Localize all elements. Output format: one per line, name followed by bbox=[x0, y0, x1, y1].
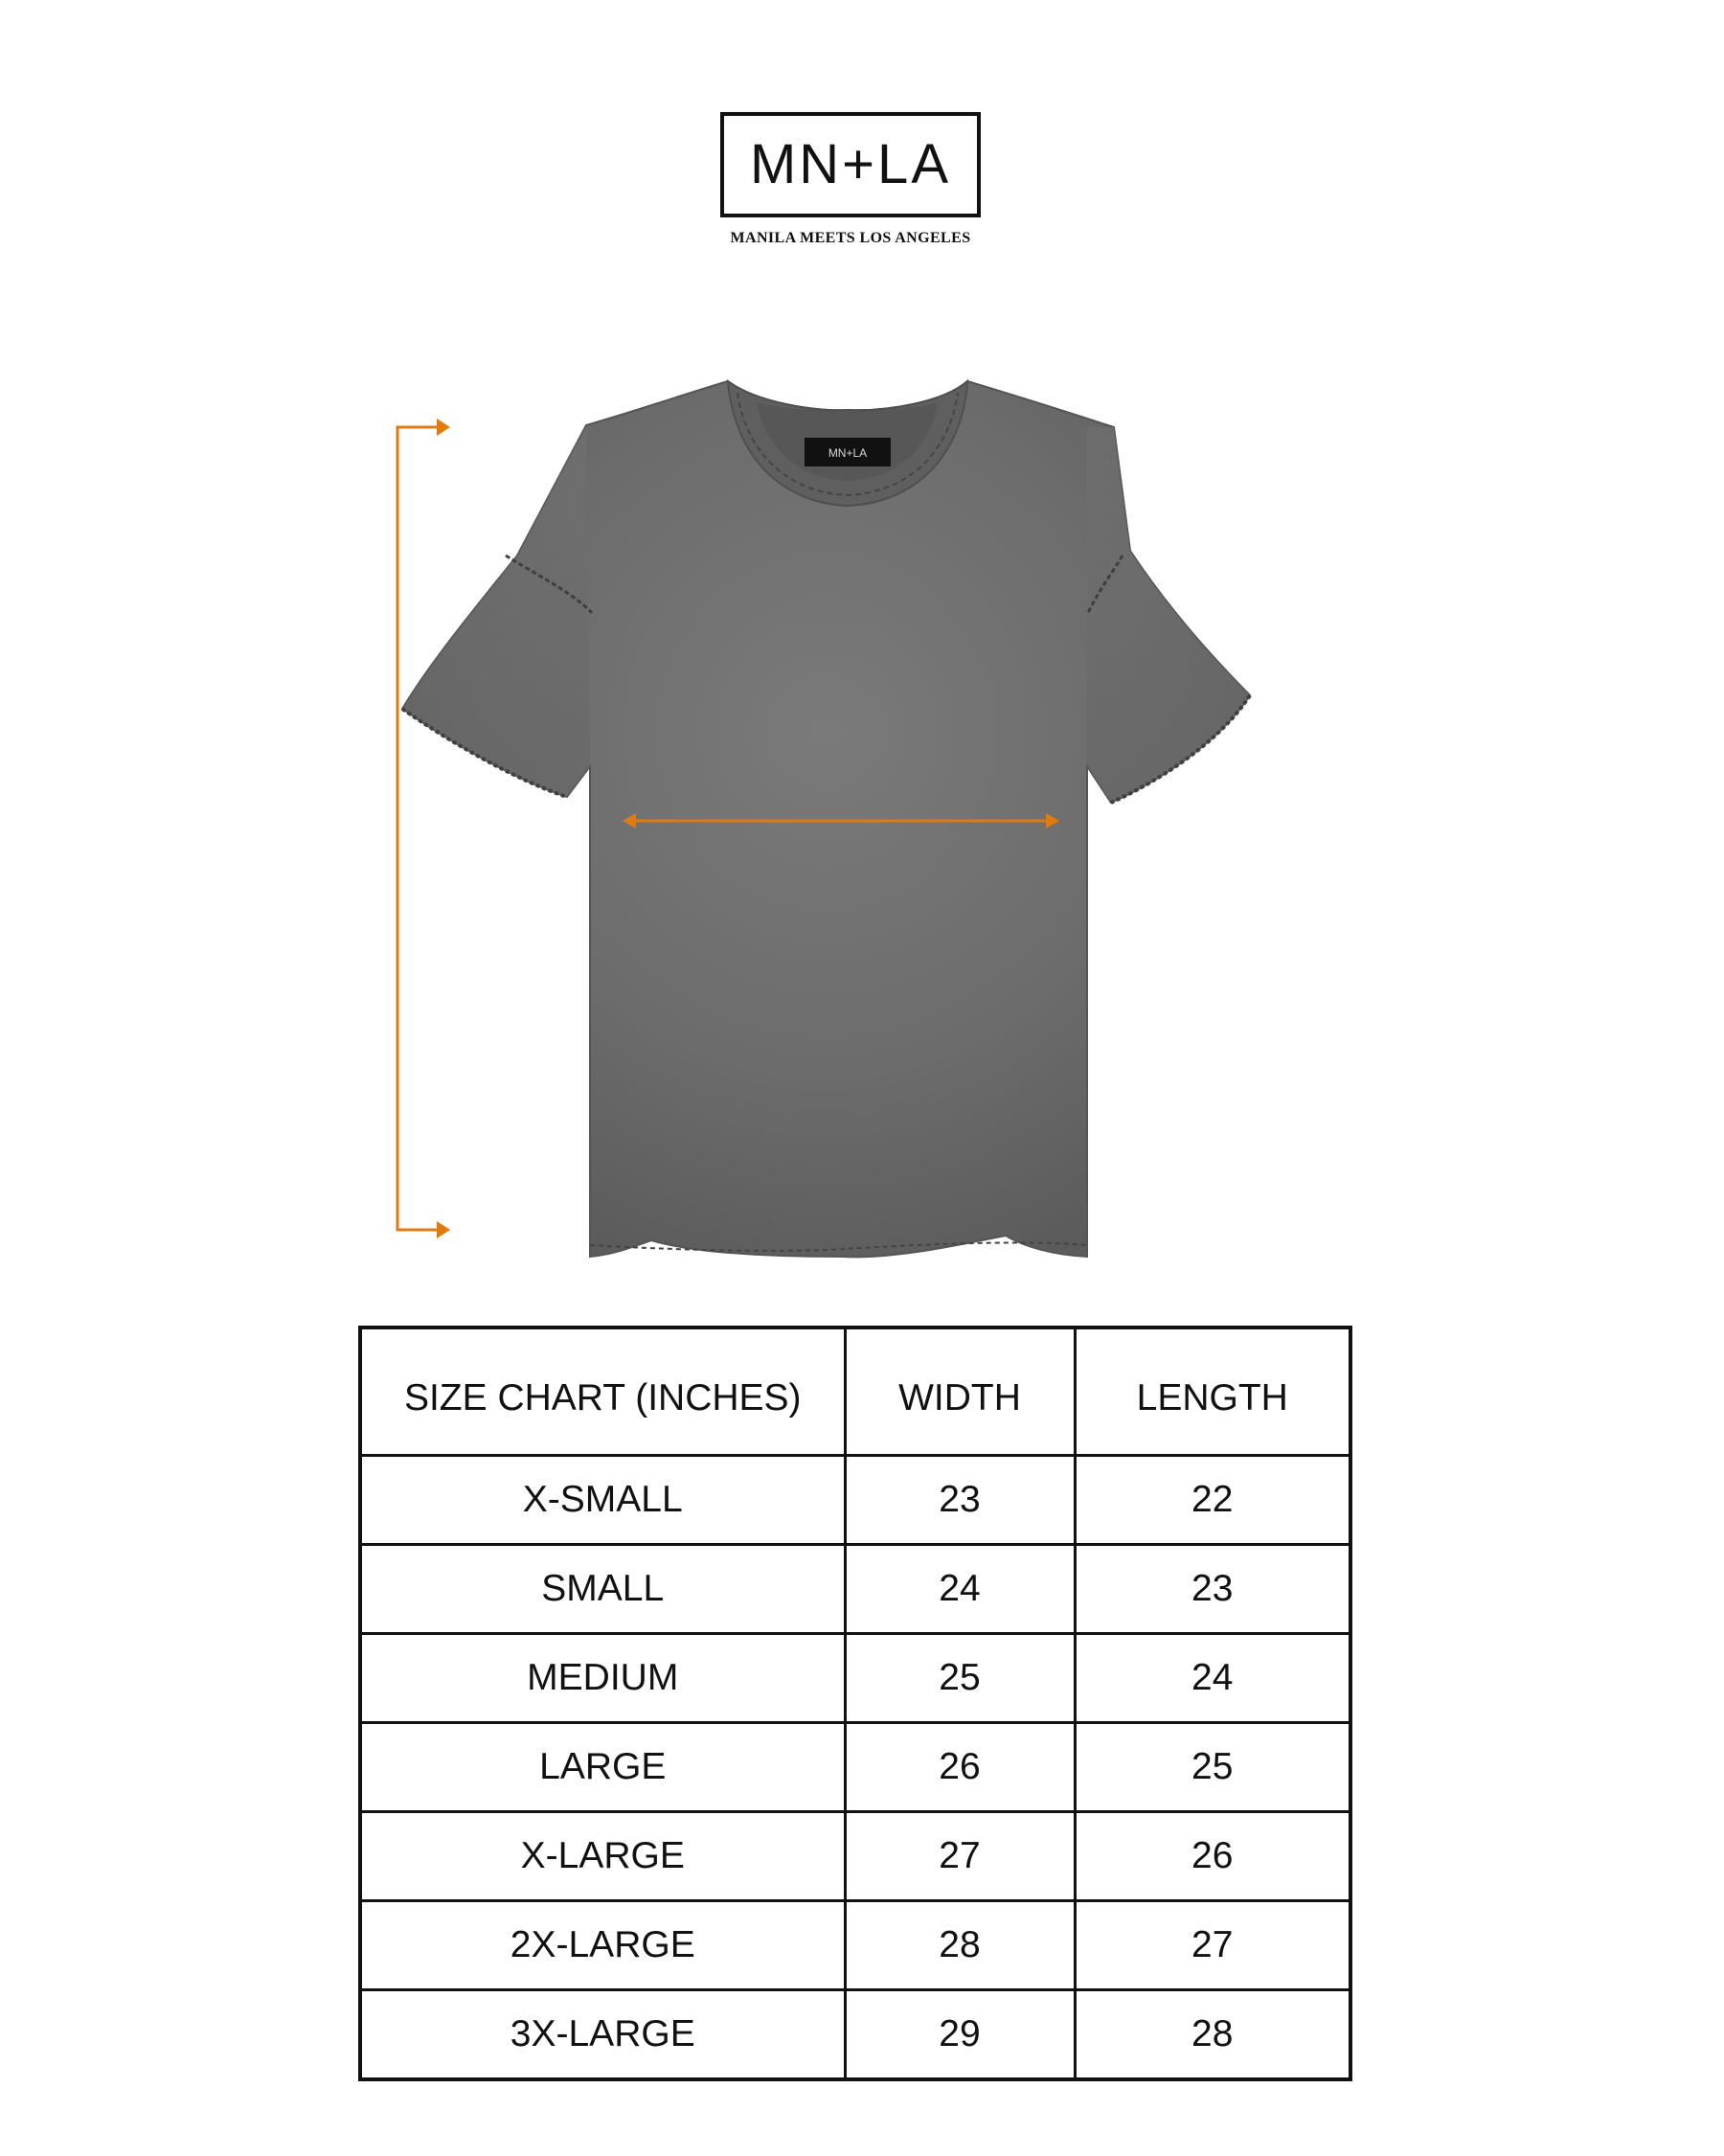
table-header-row bbox=[360, 1328, 1350, 1456]
size-cell: X-LARGE bbox=[360, 1812, 845, 1901]
length-cell: 26 bbox=[1075, 1812, 1350, 1901]
header-width: WIDTH bbox=[845, 1328, 1075, 1456]
logo-text: MN+LA bbox=[749, 133, 951, 195]
width-cell: 24 bbox=[845, 1545, 1075, 1634]
length-arrow-top bbox=[437, 419, 450, 436]
table-row bbox=[360, 1990, 1350, 2080]
width-cell: 29 bbox=[845, 1990, 1075, 2080]
right-sleeve bbox=[1087, 427, 1250, 803]
length-cell: 28 bbox=[1075, 1990, 1350, 2080]
width-cell: 27 bbox=[845, 1812, 1075, 1901]
size-cell: MEDIUM bbox=[360, 1634, 845, 1723]
size-chart-table bbox=[358, 1326, 1352, 2081]
left-sleeve bbox=[402, 425, 590, 797]
size-cell: SMALL bbox=[360, 1545, 845, 1634]
table-row bbox=[360, 1456, 1350, 1545]
table-row bbox=[360, 1901, 1350, 1990]
length-measure-guide bbox=[397, 419, 450, 1238]
size-cell: 2X-LARGE bbox=[360, 1901, 845, 1990]
size-cell: X-SMALL bbox=[360, 1456, 845, 1545]
length-cell: 23 bbox=[1075, 1545, 1350, 1634]
table-row bbox=[360, 1723, 1350, 1812]
neck-tag-text: MN+LA bbox=[828, 446, 868, 460]
header-size: SIZE CHART (INCHES) bbox=[360, 1328, 845, 1456]
header-length: LENGTH bbox=[1075, 1328, 1350, 1456]
size-cell: LARGE bbox=[360, 1723, 845, 1812]
width-cell: 23 bbox=[845, 1456, 1075, 1545]
size-cell: 3X-LARGE bbox=[360, 1990, 845, 2080]
length-cell: 22 bbox=[1075, 1456, 1350, 1545]
width-cell: 25 bbox=[845, 1634, 1075, 1723]
width-cell: 28 bbox=[845, 1901, 1075, 1990]
neck-tag bbox=[805, 438, 891, 466]
length-arrow-bottom bbox=[437, 1221, 450, 1238]
length-cell: 24 bbox=[1075, 1634, 1350, 1723]
length-cell: 25 bbox=[1075, 1723, 1350, 1812]
table-row bbox=[360, 1634, 1350, 1723]
brand-tagline: MANILA MEETS LOS ANGELES bbox=[730, 230, 971, 246]
width-cell: 26 bbox=[845, 1723, 1075, 1812]
table-row bbox=[360, 1812, 1350, 1901]
length-cell: 27 bbox=[1075, 1901, 1350, 1990]
table-row bbox=[360, 1545, 1350, 1634]
